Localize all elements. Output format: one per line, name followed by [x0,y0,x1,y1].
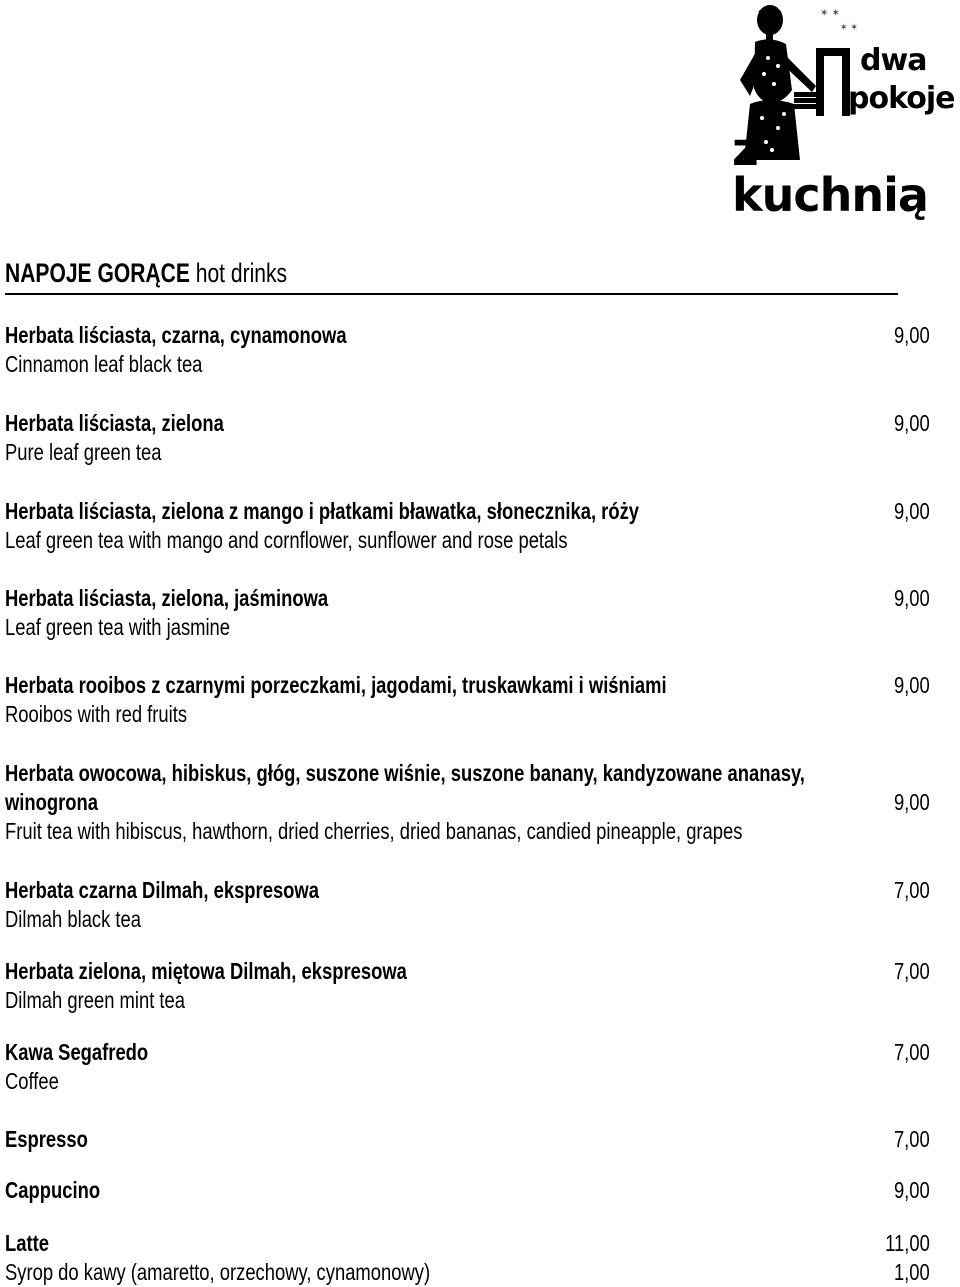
logo-text-z-kuchnia: z kuchnią [732,122,928,222]
item-price: 9,00 [894,789,930,815]
menu-item [5,584,940,642]
item-english: Leaf green tea with jasmine [5,614,231,640]
menu-item [5,321,940,379]
item-name: Herbata liściasta, zielona [5,410,224,436]
menu-item [5,876,940,934]
section-heading [5,255,707,291]
item-price: 7,00 [894,1126,930,1152]
menu-item [5,409,940,467]
item-english: Cinnamon leaf black tea [5,351,203,377]
item-english: Dilmah black tea [5,906,142,932]
section-title-en: hot drinks [195,258,288,288]
item-price: 9,00 [894,585,930,611]
item-name: Syrop do kawy (amaretto, orzechowy, cynamonowy) [5,1259,431,1285]
item-price: 1,00 [894,1259,930,1285]
menu-item [5,957,940,1015]
item-name: Herbata owocowa, hibiskus, głóg, suszone wiśnie, suszone banany, kandyzowane ananasy, [5,760,805,786]
svg-text:✶ ✶: ✶ ✶ [840,23,858,33]
menu-item [5,1125,940,1154]
item-english: Rooibos with red fruits [5,701,188,727]
item-english: Leaf green tea with mango and cornflower, sunflower and rose petals [5,527,568,553]
logo-text-pokoje: pokoje [848,81,955,116]
menu-item [5,1176,940,1205]
item-price: 9,00 [894,1177,930,1203]
menu-item [5,1258,940,1287]
item-name: Herbata liściasta, czarna, cynamonowa [5,322,347,348]
logo-text-dwa: dwa [860,43,927,78]
item-english: Dilmah green mint tea [5,987,185,1013]
section-title-pl: NAPOJE GORĄCE [5,258,190,288]
item-name: Herbata rooibos z czarnymi porzeczkami, jagodami, truskawkami i wiśniami [5,672,667,698]
menu-item [5,759,940,846]
item-english: Fruit tea with hibiscus, hawthorn, dried cherries, dried bananas, candied pineapple, grapes [5,818,743,844]
item-price: 7,00 [894,958,930,984]
item-name: Kawa Segafredo [5,1039,149,1065]
item-price: 7,00 [894,877,930,903]
menu-item [5,671,940,729]
item-name: Cappucino [5,1177,101,1203]
item-name-continued: winogrona [5,789,99,815]
menu-item [5,497,940,555]
menu-item [5,1229,940,1258]
item-price: 7,00 [894,1039,930,1065]
item-name: Herbata zielona, miętowa Dilmah, ekspresowa [5,958,407,984]
svg-text:✶ ✶: ✶ ✶ [820,8,840,19]
restaurant-logo [720,0,960,222]
item-price: 9,00 [894,322,930,348]
item-english: Coffee [5,1068,59,1094]
item-name: Herbata liściasta, zielona z mango i płatkami bławatka, słonecznika, róży [5,498,640,524]
item-english: Pure leaf green tea [5,439,162,465]
item-price: 9,00 [894,672,930,698]
section-divider [5,293,898,295]
item-price: 9,00 [894,498,930,524]
item-name: Espresso [5,1126,88,1152]
item-name: Herbata liściasta, zielona, jaśminowa [5,585,329,611]
item-name: Latte [5,1230,49,1256]
item-price: 11,00 [885,1230,930,1256]
menu-item [5,1038,940,1096]
item-price: 9,00 [894,410,930,436]
item-name: Herbata czarna Dilmah, ekspresowa [5,877,319,903]
